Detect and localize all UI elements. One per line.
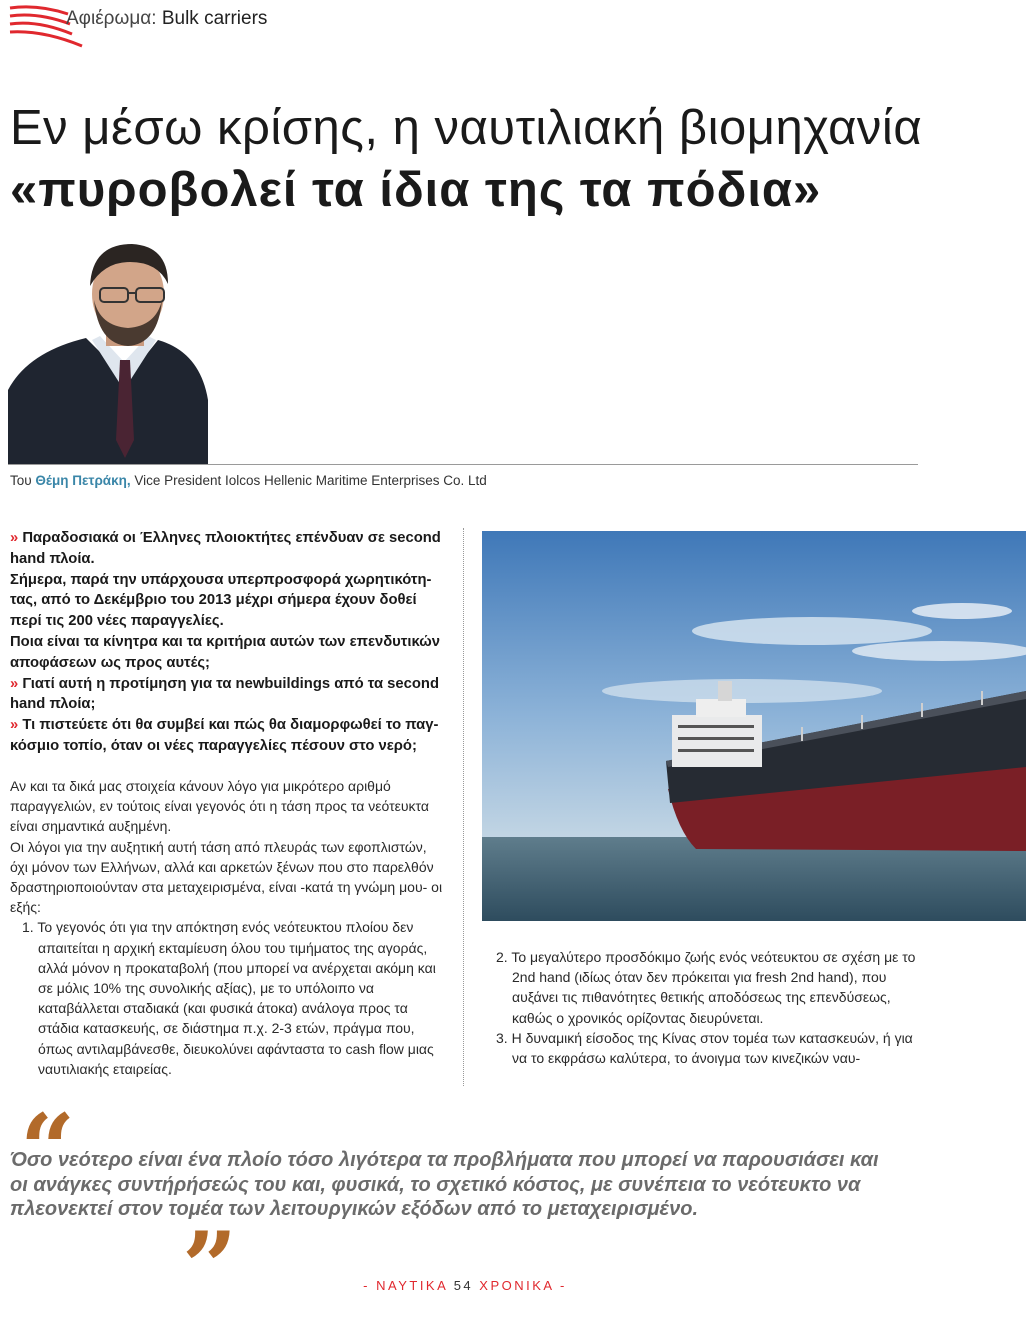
body-right-column [484,947,920,1068]
question-item [10,632,446,674]
list-item: 2. Το μεγαλύτερο προσδόκιμο ζωής ενός νεότευκτου σε σχέση με το 2nd hand (ιδίως όταν δεν πρόκειται για fresh 2nd hand), που αυξάνει τις πιθανότητες θετικής αποδόσεως της επενδύσεως, καθώς ο χρονικός ορίζοντας διευρύνεται. [496,949,916,1026]
body-paragraph: Αν και τα δικά μας στοιχεία κάνουν λόγο για μικρότερο αριθμό παραγγελιών, εν τούτοις είναι γεγονός ότι η τάση προς τα νεότευκτα είναι σημαντικά αυξημένη. [10,778,429,835]
question-item [10,528,446,570]
ship-photo [482,531,1026,921]
question-text: Τι πιστεύετε ότι θα συμβεί και πώς θα διαμορφωθεί το παγκόσμιο τοπίο, όταν οι νέες παραγγελίες πέσουν στο νερό; [10,717,439,754]
body-paragraph: Οι λόγοι για την αυξητική αυτή τάση από πλευράς των εφοπλιστών, όχι μόνον των Ελλήνων, αλλά και αρκετών ξένων που στο παρελθόν δραστηριοποιούνταν στα μεταχειρισμένα, είναι -κατά τη γνώμη μου- οι εξής: [10,838,443,916]
byline-prefix: Του [10,473,32,488]
byline-author: Θέμη Πετράκη, [35,473,131,488]
question-text: Σήμερα, παρά την υπάρχουσα υπερπροσφορά χωρητικότητας, από το Δεκέμβριο του 2013 μέχρι σήμερα έχουν δοθεί περί τις 200 νέες παραγγελίες. [10,571,432,630]
list-item: 3. Η δυναμική είσοδος της Κίνας στον τομέα των κατασκευών, ή για να το εκφράσω καλύτερα, το άνοιγμα των κινεζικών ναυ- [496,1029,913,1067]
headline-line-1: Εν μέσω κρίσης, η ναυτιλιακή βιομηχανία [10,101,923,155]
author-portrait [8,240,220,465]
byline [10,473,487,488]
question-text: Ποια είναι τα κίνητρα και τα κριτήρια αυτών των επενδυτικών αποφάσεων ως προς αυτές; [10,633,440,671]
headline-line-2: «πυροβολεί τα ίδια της τα πόδια» [10,163,822,217]
body-left-column [10,776,446,1079]
chevron-icon: » [10,675,19,692]
section-label [66,8,267,30]
list-item: 1. Το γεγονός ότι για την απόκτηση ενός νεότευκτου πλοίου δεν απαιτείται η αρχική εκταμίευση όλου του τιμήματος της αγοράς, αλλά μόνον η προκαταβολή (που μπορεί να ανέρχεται ακόμη και σε μόλις 10% της συνολικής αξίας), με το υπόλοιπο να καταβάλλεται σταδιακά (και φυσικά άτοκα) ανάλογα προς τα στάδια κατασκευής, σε διάστημα π.χ. 2-3 ετών, πράγμα που, όπως αντιλαμβάνεσθε, διευκολύνει αφάνταστα το cash flow μιας ναυτιλιακής εταιρείας. [22,919,436,1077]
section-subject: Bulk carriers [161,8,268,29]
question-item [10,570,446,632]
reasons-list-continued [484,947,920,1068]
byline-divider [8,464,918,465]
chevron-icon: » [10,530,19,546]
question-text: Παραδοσιακά οι Έλληνες πλοιοκτήτες επένδυαν σε second hand πλοία. [10,530,441,567]
byline-role: Vice President Iolcos Hellenic Maritime Enterprises Co. Ltd [134,473,487,488]
open-quote-icon: “ [20,1093,76,1206]
footer-left: - ΝΑΥΤΙΚΑ [363,1278,448,1293]
reasons-list [10,917,446,1079]
section-tag: Αφιέρωμα: [66,8,157,29]
footer-right: ΧΡΟΝΙΚΑ - [479,1278,567,1293]
page-number: 54 [453,1278,474,1293]
intro-questions [10,528,446,757]
chevron-icon: » [10,717,19,734]
question-text: Γιατί αυτή η προτίμηση για τα newbuildings από τα second hand πλοία; [10,675,439,713]
question-item [10,674,446,716]
question-item [10,715,446,757]
close-quote-icon: ” [182,1211,238,1324]
column-divider [463,528,464,1086]
pull-quote: Όσο νεότερο είναι ένα πλοίο τόσο λιγότερα τα προβλήματα που μπορεί να παρουσιάσει και οι ανάγκες συντήρήσεώς του και, φυσικά, το σχετικό κόστος, με συνέπεια το νεότευκτο να πλεονεκτεί στον τομέα των λειτουργικών εξόδων από το μεταχειρισμένο. [10,1149,879,1220]
